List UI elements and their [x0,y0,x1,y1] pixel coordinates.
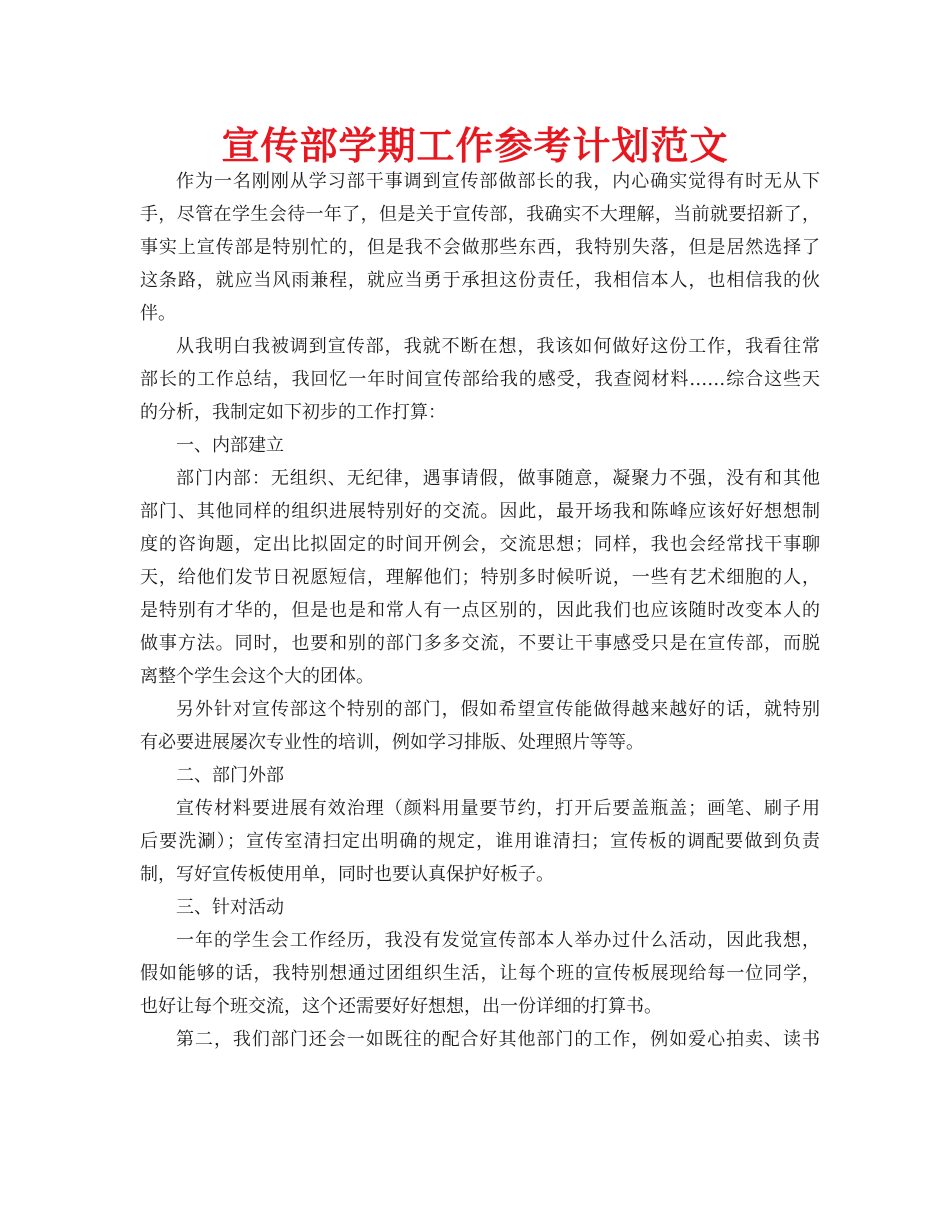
text-line: 有必要进展屡次专业性的培训，例如学习排版、处理照片等等。 [140,732,644,753]
text-line: 作为一名刚刚从学习部干事调到宣传部做部长的我，内心确实觉得有时无从下 [176,171,820,192]
text-line: 宣传材料要进展有效治理（颜料用量要节约，打开后要盖瓶盖；画笔、刷子用 [176,798,820,819]
text-line: 离整个学生会这个大的团体。 [140,666,374,687]
text-line: 二、部门外部 [176,765,284,786]
text-line: 后要洗涮）；宣传室清扫定出明确的规定，谁用谁清扫；宣传板的调配要做到负责 [140,831,820,852]
text-line: 天，给他们发节日祝愿短信，理解他们；特别多时候听说，一些有艺术细胞的人， [140,567,820,588]
text-line: 从我明白我被调到宣传部，我就不断在想，我该如何做好这份工作，我看往常 [176,336,820,357]
text-line: 这条路，就应当风雨兼程，就应当勇于承担这份责任，我相信本人，也相信我的伙 [140,270,820,291]
text-line: 一、内部建立 [176,435,284,456]
text-line: 手，尽管在学生会待一年了，但是关于宣传部，我确实不大理解，当前就要招新了， [140,204,820,225]
text-line: 也好让每个班交流，这个还需要好好想想，出一份详细的打算书。 [140,996,662,1017]
text-line: 第二，我们部门还会一如既往的配合好其他部门的工作，例如爱心拍卖、读书 [176,1029,820,1050]
text-line: 伴。 [140,303,176,324]
text-line: 度的咨询题，定出比拟固定的时间开例会，交流思想；同样，我也会经常找干事聊 [140,534,820,555]
text-line: 做事方法。同时，也要和别的部门多多交流，不要让干事感受只是在宣传部，而脱 [140,633,820,654]
text-line: 制，写好宣传板使用单，同时也要认真保护好板子。 [140,864,554,885]
document-title: 宣传部学期工作参考计划范文 [221,123,729,168]
text-line: 的分析，我制定如下初步的工作打算： [140,402,446,423]
text-line: 部门内部：无组织、无纪律，遇事请假，做事随意，凝聚力不强，没有和其他 [176,468,820,489]
text-line: 假如能够的话，我特别想通过团组织生活，让每个班的宣传板展现给每一位同学， [140,963,820,984]
text-line: 一年的学生会工作经历，我没有发觉宣传部本人举办过什么活动，因此我想， [176,930,820,951]
text-line: 三、针对活动 [176,897,284,918]
text-line: 部门、其他同样的组织进展特别好的交流。因此，最开场我和陈峰应该好好想想制 [140,501,820,522]
document-body [140,165,820,1056]
text-line: 事实上宣传部是特别忙的，但是我不会做那些东西，我特别失落，但是居然选择了 [140,237,820,258]
text-line: 部长的工作总结，我回忆一年时间宣传部给我的感受，我查阅材料……综合这些天 [140,369,820,390]
text-line: 是特别有才华的，但是也是和常人有一点区别的，因此我们也应该随时改变本人的 [140,600,820,621]
text-line: 另外针对宣传部这个特别的部门，假如希望宣传能做得越来越好的话，就特别 [176,699,820,720]
